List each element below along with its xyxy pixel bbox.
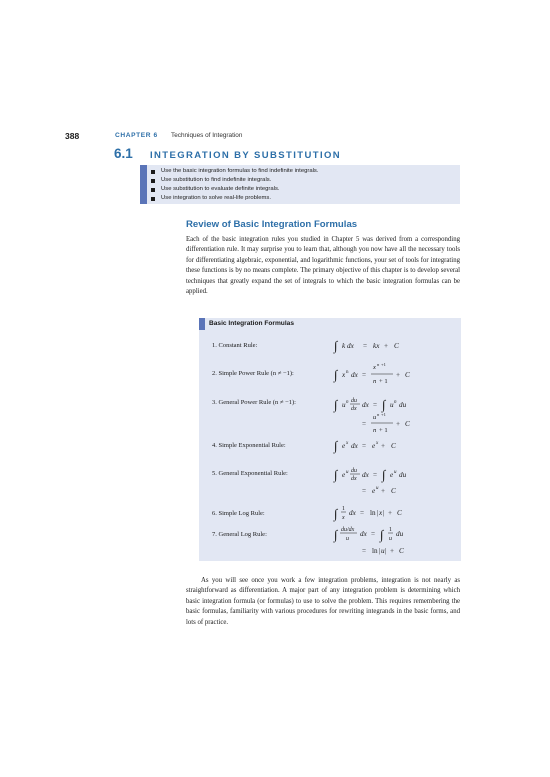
rule-label-simple-power: 2. Simple Power Rule (n ≠ −1):: [212, 370, 294, 377]
svg-text:k dx: k dx: [342, 342, 354, 350]
svg-text:ln: ln: [372, 547, 378, 555]
svg-text:n: n: [373, 427, 377, 434]
svg-text:+ 1: + 1: [379, 378, 388, 385]
svg-text:dx: dx: [351, 371, 358, 379]
svg-text:|: |: [385, 547, 387, 555]
formulas-box-title: Basic Integration Formulas: [209, 320, 295, 327]
rule-label-general-log: 7. General Log Rule:: [212, 531, 267, 538]
svg-text:e: e: [342, 471, 346, 479]
svg-text:u: u: [373, 414, 377, 421]
svg-text:+ 1: + 1: [379, 427, 388, 434]
svg-text:u: u: [381, 547, 385, 555]
svg-text:u: u: [389, 536, 392, 542]
review-heading: Review of Basic Integration Formulas: [186, 219, 358, 230]
objective-item: Use substitution to find indefinite integrals.: [151, 176, 319, 185]
svg-text:+: +: [381, 442, 386, 450]
objective-item: Use integration to solve real-life problems.: [151, 194, 319, 203]
svg-text:+: +: [381, 487, 386, 495]
svg-text:du: du: [396, 530, 404, 538]
svg-text:n: n: [394, 400, 397, 405]
svg-text:=: =: [360, 509, 365, 517]
svg-text:du: du: [399, 401, 407, 409]
svg-text:C: C: [391, 487, 396, 495]
svg-text:C: C: [405, 371, 410, 379]
chapter-label: CHAPTER 6: [115, 132, 158, 139]
objective-item: Use substitution to evaluate definite integrals.: [151, 185, 319, 194]
svg-text:∫: ∫: [382, 467, 386, 482]
svg-text:u: u: [394, 470, 397, 475]
svg-text:dx: dx: [351, 406, 357, 412]
rule-label-simple-log: 6. Simple Log Rule:: [212, 510, 265, 517]
svg-text:=: =: [362, 547, 367, 555]
svg-text:u: u: [342, 401, 346, 409]
svg-text:x: x: [376, 441, 379, 446]
svg-text:du: du: [351, 398, 357, 404]
section-title: INTEGRATION BY SUBSTITUTION: [150, 150, 342, 161]
svg-text:u: u: [346, 536, 349, 542]
svg-text:=: =: [362, 442, 367, 450]
svg-text:n: n: [377, 412, 380, 417]
objective-item: Use the basic integration formulas to find indefinite integrals.: [151, 167, 319, 176]
page-number: 388: [65, 131, 80, 141]
svg-text:∫: ∫: [334, 506, 338, 521]
svg-text:C: C: [397, 509, 402, 517]
svg-text:x: x: [373, 364, 376, 371]
svg-text:+: +: [388, 509, 393, 517]
svg-text:x: x: [346, 441, 349, 446]
svg-text:C: C: [405, 420, 410, 428]
formula-constant: [333, 338, 399, 354]
svg-text:du/dx: du/dx: [341, 527, 355, 533]
svg-text:=: =: [362, 371, 367, 379]
svg-text:e: e: [390, 471, 394, 479]
svg-text:e: e: [342, 442, 346, 450]
closing-paragraph: As you will see once you work a few integration problems, integration is not nearly as straightforward as differentiation. A major part of any integration problem is determining which basic integration formula (or formulas) to use to solve the problem. This requires remembering the basic formulas, familiarity with various procedures for rewriting integrands in the basic forms, and lots of practice.: [186, 577, 460, 626]
svg-text:n: n: [346, 400, 349, 405]
svg-text:u: u: [346, 470, 349, 475]
svg-text:|: |: [379, 547, 381, 555]
svg-text:x: x: [342, 371, 346, 379]
svg-text:+1: +1: [381, 362, 386, 367]
svg-text:dx: dx: [351, 476, 357, 482]
rule-label-general-exponential: 5. General Exponential Rule:: [212, 470, 288, 477]
formula-simple-exponential: [333, 438, 396, 454]
svg-text:∫: ∫: [334, 467, 338, 482]
svg-text:du: du: [399, 471, 407, 479]
svg-text:x: x: [379, 509, 383, 517]
svg-text:e: e: [372, 487, 376, 495]
svg-text:+: +: [384, 342, 389, 350]
svg-text:+: +: [390, 547, 395, 555]
svg-text:x: x: [342, 515, 345, 521]
svg-text:C: C: [391, 442, 396, 450]
formula-general-exponential: [333, 467, 407, 495]
review-paragraph: Each of the basic integration rules you studied in Chapter 5 was derived from a corresponding differentiation rule. It may surprise you to learn that, although you now have all the necessary tools for differentiating algebraic, exponential, and logarithmic functions, your set of tools for integrating these functions is by no means complete. The primary objective of this chapter is to develop several techniques that greatly expand the set of integrals to which the basic integration formulas can be applied.: [186, 236, 460, 296]
svg-text:ln: ln: [370, 509, 376, 517]
svg-text:n: n: [346, 370, 349, 375]
svg-text:n: n: [377, 362, 380, 367]
svg-text:dx: dx: [362, 471, 369, 479]
formula-general-log: [333, 527, 404, 555]
svg-text:u: u: [376, 486, 379, 491]
svg-text:|: |: [377, 509, 379, 517]
formula-simple-power: [333, 362, 410, 385]
svg-text:=: =: [373, 471, 378, 479]
rule-label-general-power: 3. General Power Rule (n ≠ −1):: [212, 399, 296, 406]
svg-text:=: =: [371, 530, 376, 538]
svg-text:+: +: [396, 420, 401, 428]
svg-text:∫: ∫: [334, 397, 338, 412]
svg-text:=: =: [362, 420, 367, 428]
svg-text:dx: dx: [360, 530, 367, 538]
svg-text:∫: ∫: [334, 367, 338, 382]
svg-text:+1: +1: [381, 412, 386, 417]
svg-text:kx: kx: [373, 342, 380, 350]
svg-text:C: C: [394, 342, 399, 350]
svg-text:=: =: [362, 487, 367, 495]
formula-general-power: [333, 397, 410, 434]
svg-text:=: =: [373, 401, 378, 409]
svg-text:dx: dx: [351, 442, 358, 450]
section-number: 6.1: [114, 146, 133, 161]
svg-text:∫: ∫: [334, 338, 338, 353]
svg-text:∫: ∫: [380, 527, 384, 542]
rule-label-simple-exponential: 4. Simple Exponential Rule:: [212, 442, 286, 449]
svg-text:+: +: [396, 371, 401, 379]
svg-text:dx: dx: [362, 401, 369, 409]
svg-text:∫: ∫: [334, 527, 338, 542]
svg-text:=: =: [363, 342, 368, 350]
svg-text:C: C: [399, 547, 404, 555]
svg-text:∫: ∫: [334, 438, 338, 453]
rule-label-constant: 1. Constant Rule:: [212, 342, 258, 349]
chapter-title: Techniques of Integration: [171, 132, 243, 139]
svg-text:1: 1: [389, 527, 392, 533]
svg-text:n: n: [373, 378, 377, 385]
formula-simple-log: [333, 506, 402, 522]
svg-text:|: |: [383, 509, 385, 517]
svg-text:u: u: [390, 401, 394, 409]
svg-text:∫: ∫: [382, 397, 386, 412]
svg-text:1: 1: [342, 506, 345, 512]
svg-text:du: du: [351, 468, 357, 474]
svg-text:e: e: [372, 442, 376, 450]
svg-text:dx: dx: [349, 509, 356, 517]
